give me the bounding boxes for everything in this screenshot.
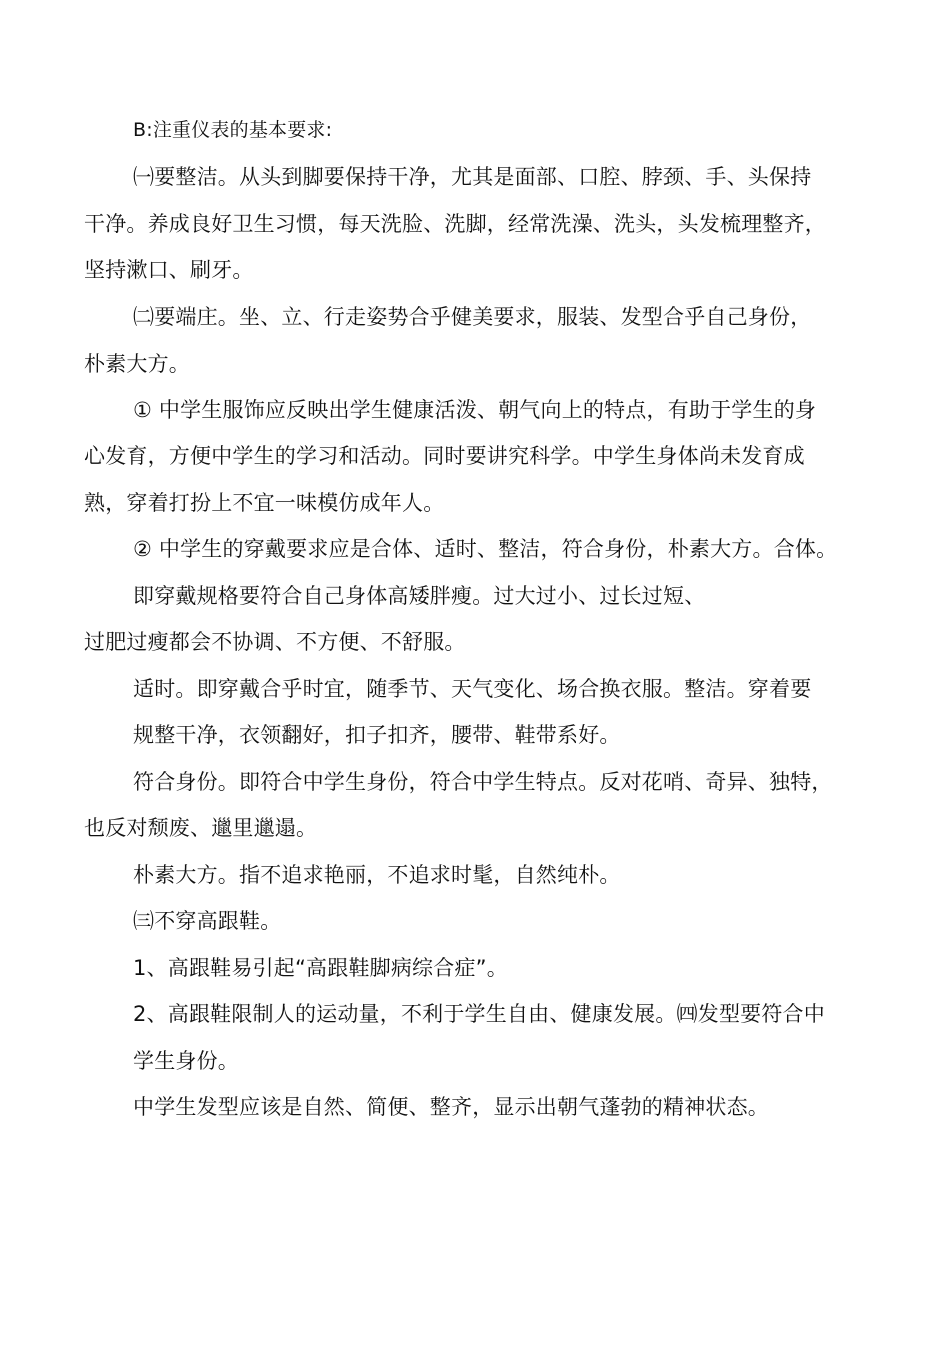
paragraph-line: 适时。即穿戴合乎时宜，随季节、天气变化、场合换衣服。整洁。穿着要: [133, 677, 812, 701]
paragraph-line: 1、高跟鞋易引起“高跟鞋脚病综合症”。: [133, 956, 508, 980]
paragraph-line: 朴素大方。: [84, 352, 190, 376]
paragraph-line: 2、高跟鞋限制人的运动量，不利于学生自由、健康发展。㈣发型要符合中: [133, 1002, 825, 1026]
paragraph-line: ① 中学生服饰应反映出学生健康活泼、朝气向上的特点，有助于学生的身: [133, 398, 817, 422]
paragraph-line: 干净。养成良好卫生习惯，每天洗脸、洗脚，经常洗澡、洗头，头发梳理整齐，: [84, 212, 826, 236]
section-heading: B:注重仪表的基本要求:: [133, 119, 333, 141]
paragraph-line: ㈢不穿高跟鞋。: [133, 909, 282, 933]
paragraph-line: 也反对颓废、邋里邋遢。: [84, 816, 318, 840]
paragraph-line: ㈠要整洁。从头到脚要保持干净，尤其是面部、口腔、脖颈、手、头保持: [133, 165, 812, 189]
paragraph-line: 坚持漱口、刷牙。: [84, 258, 254, 282]
paragraph-line: 规整干净，衣领翻好，扣子扣齐，腰带、鞋带系好。: [133, 723, 621, 747]
paragraph-line: 熟，穿着打扮上不宜一味模仿成年人。: [84, 491, 445, 515]
paragraph-line: 朴素大方。指不追求艳丽，不追求时髦，自然纯朴。: [133, 863, 621, 887]
paragraph-line: 中学生发型应该是自然、简便、整齐，显示出朝气蓬勃的精神状态。: [133, 1095, 769, 1119]
paragraph-line: 学生身份。: [133, 1049, 239, 1073]
paragraph-line: ㈡要端庄。坐、立、行走姿势合乎健美要求，服装、发型合乎自己身份，: [133, 305, 812, 329]
paragraph-line: ② 中学生的穿戴要求应是合体、适时、整洁，符合身份，朴素大方。合体。: [133, 537, 838, 561]
paragraph-line: 即穿戴规格要符合自己身体高矮胖瘦。过大过小、过长过短、: [133, 584, 706, 608]
paragraph-line: 符合身份。即符合中学生身份，符合中学生特点。反对花哨、奇异、独特，: [133, 770, 833, 794]
paragraph-line: 心发育，方便中学生的学习和活动。同时要讲究科学。中学生身体尚未发育成: [84, 444, 805, 468]
paragraph-line: 过肥过瘦都会不协调、不方便、不舒服。: [84, 630, 466, 654]
